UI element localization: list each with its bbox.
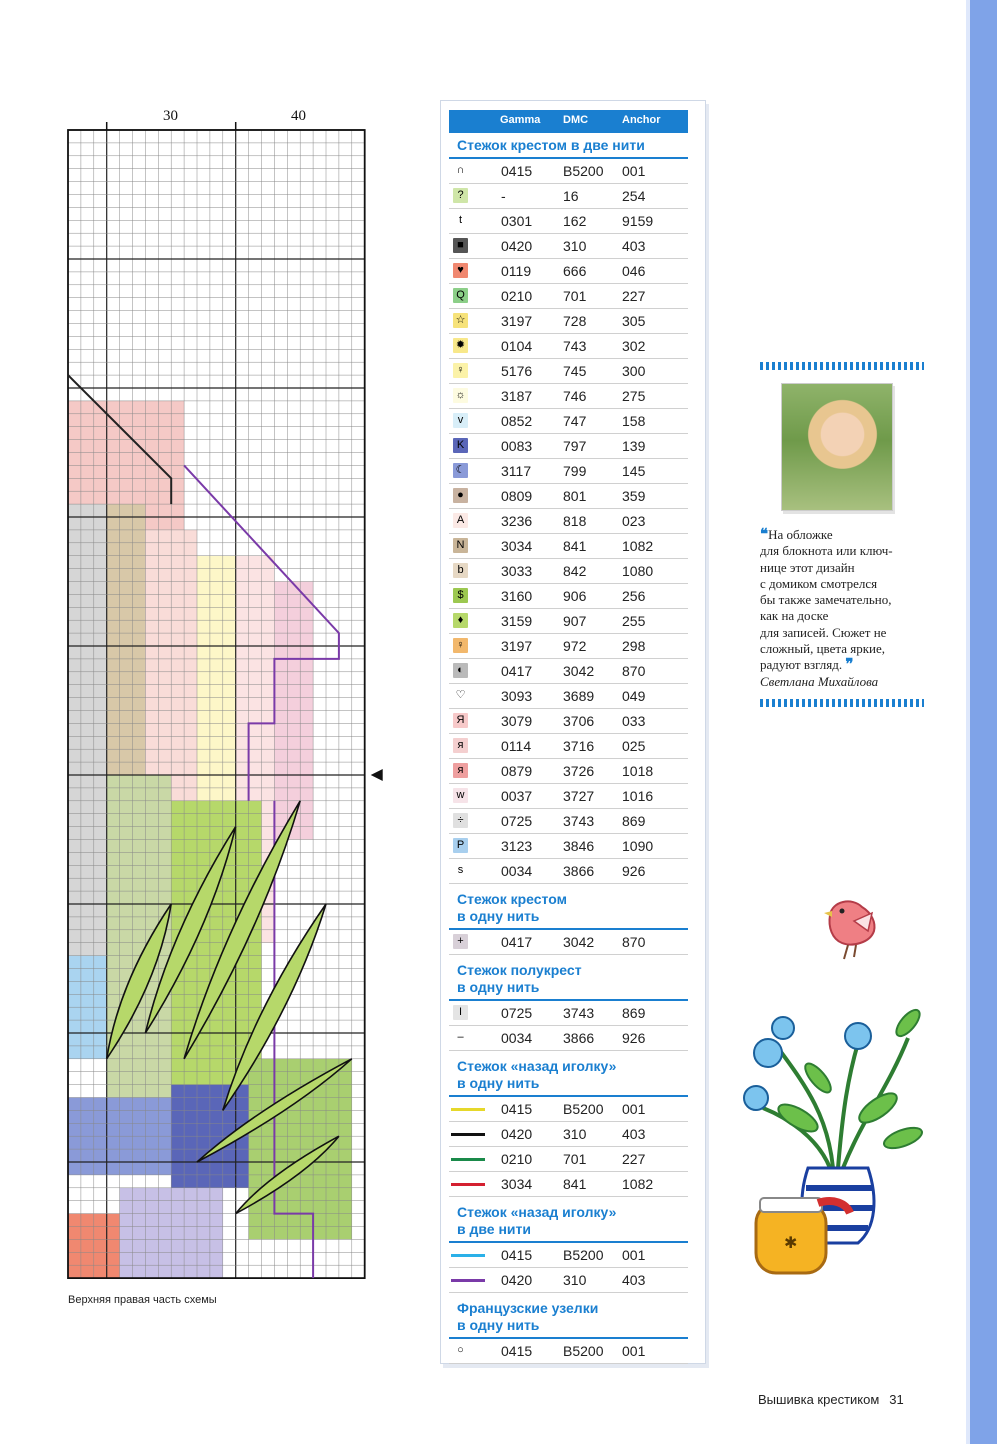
stitch-symbol-icon: + [453, 934, 468, 949]
backstitch-line-swatch [451, 1133, 485, 1136]
anchor-code: 359 [622, 488, 646, 504]
dmc-code: 310 [563, 1272, 587, 1288]
decorative-band-bottom [760, 699, 924, 707]
dmc-code: 747 [563, 413, 587, 429]
dmc-code: 3726 [563, 763, 595, 779]
section-title-line: Стежок полукрест [457, 962, 582, 978]
gamma-code: 3236 [501, 513, 533, 529]
color-key-header [449, 110, 688, 133]
legend-row [449, 284, 688, 309]
stitch-symbol-icon: ♦ [453, 613, 468, 628]
anchor-code: 227 [622, 1151, 646, 1167]
gamma-code: 0725 [501, 813, 533, 829]
legend-row [449, 559, 688, 584]
gamma-code: 0852 [501, 413, 533, 429]
anchor-code: 403 [622, 238, 646, 254]
gamma-code: 0415 [501, 1247, 533, 1263]
anchor-code: 145 [622, 463, 646, 479]
dmc-code: 3689 [563, 688, 595, 704]
section-title-line: в одну нить [457, 979, 540, 995]
axis-label-40: 40 [291, 108, 306, 124]
anchor-code: 403 [622, 1272, 646, 1288]
gamma-code: 5176 [501, 363, 533, 379]
gamma-code: 3187 [501, 388, 533, 404]
legend-row [449, 484, 688, 509]
stitch-symbol-icon: b [453, 563, 468, 578]
stitch-symbol-icon: ■ [453, 238, 468, 253]
anchor-code: 227 [622, 288, 646, 304]
magazine-title: Вышивка крестиком [758, 1392, 880, 1407]
gamma-code: 0083 [501, 438, 533, 454]
legend-row [449, 184, 688, 209]
stitch-symbol-icon: A [453, 513, 468, 528]
vase-flowers-illustration [738, 998, 928, 1278]
author-photo [781, 383, 893, 511]
quote-line: На обложке [768, 527, 833, 542]
section-title-line: Стежок «назад иголку» [457, 1058, 617, 1074]
legend-row [449, 1122, 688, 1147]
dmc-code: 728 [563, 313, 587, 329]
legend-row [449, 1339, 688, 1364]
anchor-code: 870 [622, 663, 646, 679]
dmc-code: B5200 [563, 1101, 604, 1117]
anchor-code: 300 [622, 363, 646, 379]
stitch-symbol-icon: ? [453, 188, 468, 203]
dmc-code: 745 [563, 363, 587, 379]
legend-row [449, 359, 688, 384]
legend-row [449, 409, 688, 434]
section-title-line: в две нити [457, 1221, 532, 1237]
anchor-code: 049 [622, 688, 646, 704]
stitch-symbol-icon: ☆ [453, 313, 468, 328]
legend-section-title [457, 1204, 616, 1238]
legend-section-title [457, 1300, 598, 1334]
dmc-code: 310 [563, 1126, 587, 1142]
dmc-code: 907 [563, 613, 587, 629]
gamma-code: 3034 [501, 1176, 533, 1192]
open-quote-icon: ❝ [760, 527, 769, 543]
legend-row [449, 459, 688, 484]
anchor-code: 139 [622, 438, 646, 454]
dmc-code: 743 [563, 338, 587, 354]
stitch-symbol-icon: P [453, 838, 468, 853]
gamma-code: 3117 [501, 463, 532, 479]
legend-row [449, 434, 688, 459]
quote-line: бы также замечательно, [760, 592, 892, 608]
legend-row [449, 834, 688, 859]
gamma-code: 0104 [501, 338, 533, 354]
close-quote-icon: ❞ [845, 657, 854, 674]
legend-row [449, 1026, 688, 1051]
gamma-code: 3123 [501, 838, 533, 854]
dmc-code: 310 [563, 238, 587, 254]
anchor-code: 926 [622, 1030, 646, 1046]
dmc-code: 3866 [563, 1030, 595, 1046]
quote-line: для блокнота или ключ- [760, 543, 893, 559]
stitch-symbol-icon: ∩ [453, 163, 468, 178]
anchor-code: 001 [622, 1101, 646, 1117]
gamma-code: 0114 [501, 738, 532, 754]
gamma-code: 3197 [501, 638, 533, 654]
legend-row [449, 584, 688, 609]
author-quote [760, 527, 928, 690]
stitch-symbol-icon: ◐ [453, 663, 468, 678]
quote-line: с домиком смотрелся [760, 575, 878, 591]
legend-row [449, 634, 688, 659]
quote-line: как на доске [760, 608, 829, 624]
chart-grid [60, 100, 390, 1290]
stitch-symbol-icon: ♀ [453, 638, 468, 653]
legend-row [449, 709, 688, 734]
gamma-code: 0879 [501, 763, 533, 779]
legend-row [449, 609, 688, 634]
anchor-code: 1090 [622, 838, 654, 854]
anchor-code: 046 [622, 263, 646, 279]
stitch-symbol-icon: K [453, 438, 468, 453]
section-title-line: Стежок «назад иголку» [457, 1204, 617, 1220]
dmc-code: 3727 [563, 788, 595, 804]
gamma-code: 0210 [501, 288, 533, 304]
anchor-code: 033 [622, 713, 646, 729]
stitch-symbol-icon: N [453, 538, 468, 553]
legend-row [449, 1268, 688, 1293]
dmc-code: 3743 [563, 813, 595, 829]
stitch-symbol-icon: w [453, 788, 468, 803]
legend-row [449, 309, 688, 334]
anchor-code: 403 [622, 1126, 646, 1142]
backstitch-line-swatch [451, 1108, 485, 1111]
gamma-code: 0119 [501, 263, 532, 279]
gamma-code: 3079 [501, 713, 533, 729]
author-name: Светлана Михайлова [760, 673, 879, 689]
page-side-strip [970, 0, 997, 1444]
legend-section-title [457, 137, 645, 154]
page-footer [758, 1392, 904, 1407]
gamma-code: 0301 [501, 213, 533, 229]
anchor-code: 158 [622, 413, 646, 429]
gamma-code: 0415 [501, 1101, 533, 1117]
bird-illustration [822, 893, 882, 965]
anchor-code: 870 [622, 934, 646, 950]
dmc-code: 746 [563, 388, 587, 404]
stitch-symbol-icon: Q [453, 288, 468, 303]
legend-row [449, 234, 688, 259]
stitch-symbol-icon: – [453, 1030, 468, 1045]
stitch-symbol-icon: ♀ [453, 363, 468, 378]
dmc-code: 3846 [563, 838, 595, 854]
stitch-symbol-icon: I [453, 1005, 468, 1020]
dmc-code: 906 [563, 588, 587, 604]
gamma-code: 3033 [501, 563, 533, 579]
legend-row [449, 734, 688, 759]
dmc-code: 3866 [563, 863, 595, 879]
gamma-code: 0417 [501, 663, 533, 679]
dmc-code: 841 [563, 538, 587, 554]
center-arrow-icon [371, 769, 383, 781]
legend-row [449, 259, 688, 284]
gamma-code: 3093 [501, 688, 533, 704]
backstitch-line-swatch [451, 1254, 485, 1257]
anchor-code: 869 [622, 813, 646, 829]
gamma-code: 0415 [501, 163, 533, 179]
dmc-code: 841 [563, 1176, 587, 1192]
stitch-symbol-icon: ♥ [453, 263, 468, 278]
anchor-code: 256 [622, 588, 646, 604]
section-title-line: в одну нить [457, 908, 540, 924]
anchor-code: 9159 [622, 213, 654, 229]
gamma-code: 0420 [501, 238, 533, 254]
quote-line: для записей. Сюжет не [760, 624, 887, 640]
gamma-code: 3197 [501, 313, 533, 329]
anchor-code: 1082 [622, 1176, 654, 1192]
anchor-code: 001 [622, 1343, 646, 1359]
stitch-symbol-icon: ☾ [453, 463, 468, 478]
gamma-code: 0725 [501, 1005, 533, 1021]
header-anchor: Anchor [622, 114, 661, 126]
legend-row [449, 809, 688, 834]
anchor-code: 025 [622, 738, 646, 754]
dmc-code: B5200 [563, 163, 604, 179]
backstitch-line-swatch [451, 1158, 485, 1161]
backstitch-line-swatch [451, 1279, 485, 1282]
legend-row [449, 930, 688, 955]
gamma-code: 0809 [501, 488, 533, 504]
stitch-symbol-icon: v [453, 413, 468, 428]
anchor-code: 001 [622, 1247, 646, 1263]
dmc-code: 3716 [563, 738, 595, 754]
quote-line: сложный, цвета яркие, [760, 641, 885, 657]
stitch-symbol-icon: s [453, 863, 468, 878]
gamma-code: 0420 [501, 1126, 533, 1142]
anchor-code: 001 [622, 163, 646, 179]
anchor-code: 255 [622, 613, 646, 629]
cross-stitch-chart [60, 100, 390, 1290]
gamma-code: 3034 [501, 538, 533, 554]
dmc-code: 972 [563, 638, 587, 654]
stitch-symbol-icon: ♡ [453, 688, 468, 703]
dmc-code: 818 [563, 513, 587, 529]
dmc-code: 3042 [563, 663, 595, 679]
legend-row [449, 159, 688, 184]
legend-row [449, 859, 688, 884]
legend-section-title [457, 891, 567, 925]
legend-row [449, 534, 688, 559]
anchor-code: 1016 [622, 788, 654, 804]
section-title-line: Стежок крестом [457, 891, 567, 907]
svg-text:✱: ✱ [784, 1235, 798, 1252]
anchor-code: 1018 [622, 763, 654, 779]
anchor-code: 275 [622, 388, 646, 404]
legend-row [449, 334, 688, 359]
anchor-code: 298 [622, 638, 646, 654]
legend-row [449, 1243, 688, 1268]
anchor-code: 254 [622, 188, 646, 204]
dmc-code: B5200 [563, 1343, 604, 1359]
legend-section-title [457, 962, 582, 996]
dmc-code: 797 [563, 438, 587, 454]
gamma-code: 0034 [501, 1030, 533, 1046]
legend-row [449, 1147, 688, 1172]
backstitch-line-swatch [451, 1183, 485, 1186]
gamma-code: 0415 [501, 1343, 533, 1359]
axis-label-30: 30 [163, 108, 178, 124]
legend-row [449, 784, 688, 809]
gamma-code: 0037 [501, 788, 533, 804]
gamma-code: 0420 [501, 1272, 533, 1288]
quote-line: нице этот дизайн [760, 559, 855, 575]
dmc-code: 666 [563, 263, 587, 279]
gamma-code: 0210 [501, 1151, 533, 1167]
pattern-fill-block [68, 504, 107, 955]
dmc-code: 3706 [563, 713, 595, 729]
dmc-code: 162 [563, 213, 587, 229]
dmc-code: 3042 [563, 934, 595, 950]
gamma-code: 3160 [501, 588, 533, 604]
legend-row [449, 509, 688, 534]
header-gamma: Gamma [500, 114, 541, 126]
gamma-code: 0417 [501, 934, 533, 950]
dmc-code: 842 [563, 563, 587, 579]
stitch-symbol-icon: я [453, 738, 468, 753]
legend-row [449, 1097, 688, 1122]
header-dmc: DMC [563, 114, 589, 126]
dmc-code: 16 [563, 188, 579, 204]
section-title-line: Французские узелки [457, 1300, 599, 1316]
decorative-band-top [760, 362, 924, 370]
stitch-symbol-icon: ✹ [453, 338, 468, 353]
anchor-code: 302 [622, 338, 646, 354]
anchor-code: 1082 [622, 538, 654, 554]
anchor-code: 023 [622, 513, 646, 529]
stitch-symbol-icon: $ [453, 588, 468, 603]
anchor-code: 926 [622, 863, 646, 879]
section-title-line: в одну нить [457, 1317, 540, 1333]
stitch-symbol-icon: ● [453, 488, 468, 503]
stitch-symbol-icon: ÷ [453, 813, 468, 828]
legend-row [449, 209, 688, 234]
dmc-code: 701 [563, 1151, 587, 1167]
page-number: 31 [889, 1392, 904, 1407]
dmc-code: 701 [563, 288, 587, 304]
legend-row [449, 759, 688, 784]
stitch-symbol-icon: ○ [453, 1343, 468, 1358]
legend-row [449, 684, 688, 709]
section-title-line: в одну нить [457, 1075, 540, 1091]
gamma-code: 0034 [501, 863, 533, 879]
quote-line: радуют взгляд. [760, 657, 843, 673]
dmc-code: 3743 [563, 1005, 595, 1021]
legend-row [449, 1001, 688, 1026]
legend-row [449, 659, 688, 684]
section-title-line: Стежок крестом в две нити [457, 137, 645, 153]
legend-section-title [457, 1058, 616, 1092]
chart-caption: Верхняя правая часть схемы [68, 1294, 217, 1306]
stitch-symbol-icon: ☼ [453, 388, 468, 403]
dmc-code: B5200 [563, 1247, 604, 1263]
gamma-code: - [501, 188, 506, 204]
dmc-code: 801 [563, 488, 587, 504]
dmc-code: 799 [563, 463, 587, 479]
legend-row [449, 1172, 688, 1197]
legend-row [449, 384, 688, 409]
gamma-code: 3159 [501, 613, 533, 629]
stitch-symbol-icon: t [453, 213, 468, 228]
anchor-code: 305 [622, 313, 646, 329]
anchor-code: 869 [622, 1005, 646, 1021]
stitch-symbol-icon: я [453, 763, 468, 778]
anchor-code: 1080 [622, 563, 654, 579]
stitch-symbol-icon: Я [453, 713, 468, 728]
